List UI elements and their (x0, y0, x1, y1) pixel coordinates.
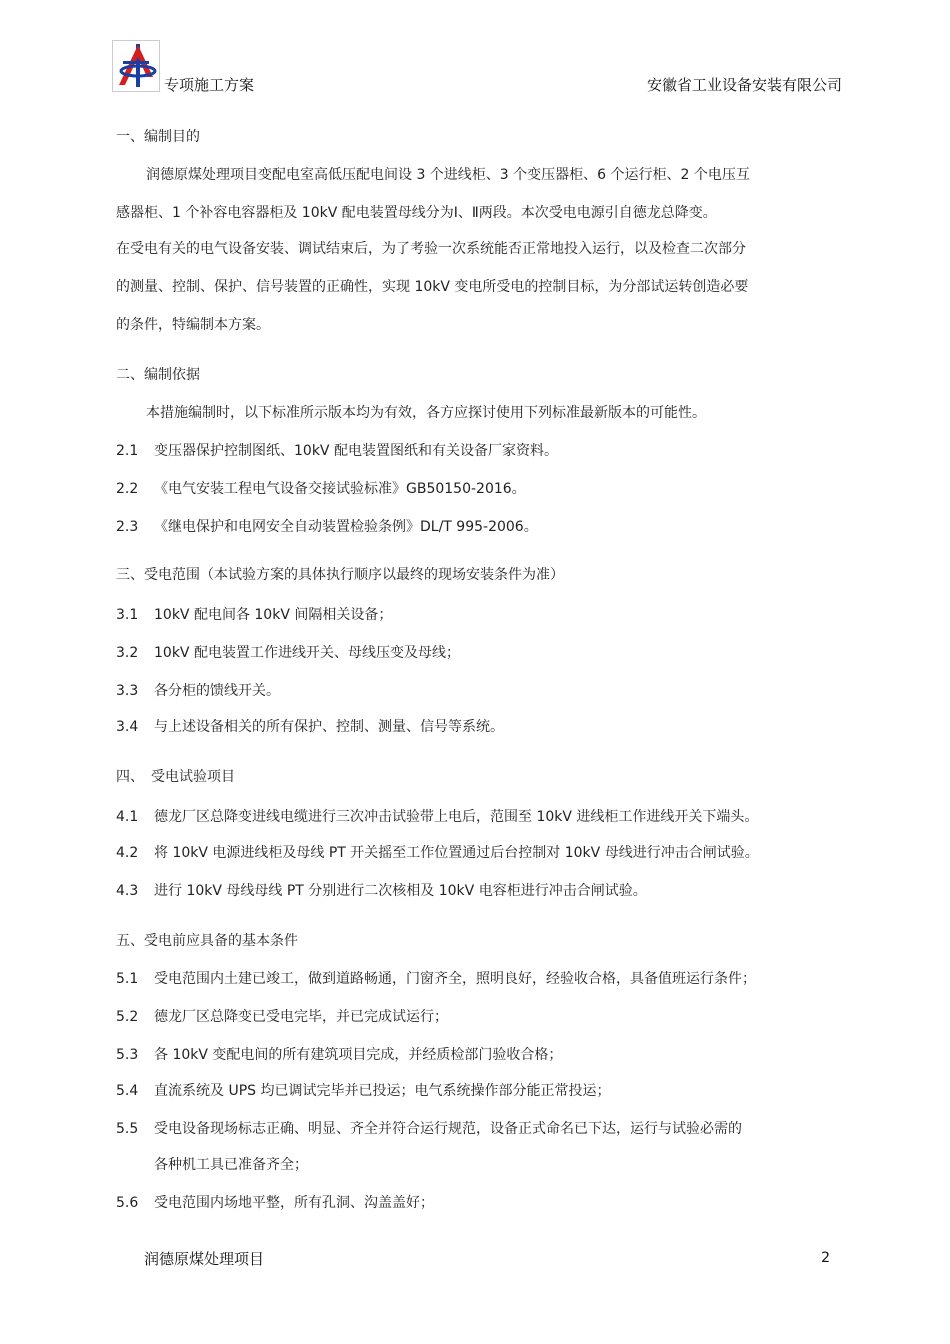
list-item: 4.2 将 10kV 电源进线柜及母线 PT 开关摇至工作位置通过后台控制对 10kV 母线进行冲击合闸试验。 (116, 845, 759, 861)
list-item: 5.2 德龙厂区总降变已受电完毕，并已完成试运行； (116, 1009, 448, 1025)
paragraph-line: 的测量、控制、保护、信号装置的正确性，实现 10kV 变电所受电的控制目标，为分部试运转创造必要 (116, 279, 749, 295)
list-item: 5.1 受电范围内土建已竣工，做到道路畅通，门窗齐全，照明良好，经验收合格，具备值班运行条件； (116, 971, 756, 987)
paragraph-line: 感器柜、1 个补容电容器柜及 10kV 配电装置母线分为Ⅰ、Ⅱ两段。本次受电电源引自德龙总降变。 (116, 205, 717, 221)
paragraph-line: 润德原煤处理项目变配电室高低压配电间设 3 个进线柜、3 个变压器柜、6 个运行柜、2 个电压互 (146, 167, 750, 183)
header-company-name: 安徽省工业设备安装有限公司 (646, 76, 842, 94)
list-item: 3.2 10kV 配电装置工作进线开关、母线压变及母线； (116, 645, 460, 661)
section-1-title: 一、编制目的 (116, 129, 200, 145)
list-item: 5.3 各 10kV 变配电间的所有建筑项目完成，并经质检部门验收合格； (116, 1047, 563, 1063)
list-item: 2.2 《电气安装工程电气设备交接试验标准》GB50150-2016。 (116, 481, 526, 497)
list-item: 5.5 受电设备现场标志正确、明显、齐全并符合运行规范，设备正式命名已下达，运行与试验必需的 (116, 1121, 742, 1137)
list-item: 4.1 德龙厂区总降变进线电缆进行三次冲击试验带上电后，范围至 10kV 进线柜工作进线开关下端头。 (116, 809, 759, 825)
page-header (112, 40, 852, 96)
list-item: 5.4 直流系统及 UPS 均已调试完毕并已投运；电气系统操作部分能正常投运； (116, 1083, 611, 1099)
header-doc-type: 专项施工方案 (164, 76, 255, 94)
section-4-title: 四、 受电试验项目 (116, 769, 235, 785)
list-item: 2.1 变压器保护控制图纸、10kV 配电装置图纸和有关设备厂家资料。 (116, 443, 558, 459)
paragraph-line: 本措施编制时，以下标准所示版本均为有效，各方应探讨使用下列标准最新版本的可能性。 (146, 405, 706, 421)
list-item: 5.6 受电范围内场地平整，所有孔洞、沟盖盖好； (116, 1195, 434, 1211)
list-item: 4.3 进行 10kV 母线母线 PT 分别进行二次核相及 10kV 电容柜进行冲击合闸试验。 (116, 883, 647, 899)
paragraph-line: 在受电有关的电气设备安装、调试结束后，为了考验一次系统能否正常地投入运行，以及检查二次部分 (116, 241, 746, 257)
paragraph-line: 的条件，特编制本方案。 (116, 317, 270, 333)
list-item: 3.1 10kV 配电间各 10kV 间隔相关设备； (116, 607, 393, 623)
company-logo (112, 40, 160, 92)
page-number: 2 (821, 1250, 830, 1266)
section-2-title: 二、编制依据 (116, 367, 200, 383)
list-item: 3.4 与上述设备相关的所有保护、控制、测量、信号等系统。 (116, 719, 504, 735)
list-item: 3.3 各分柜的馈线开关。 (116, 683, 280, 699)
section-5-title: 五、受电前应具备的基本条件 (116, 933, 298, 949)
footer-project-name: 润德原煤处理项目 (144, 1250, 265, 1268)
list-item: 2.3 《继电保护和电网安全自动装置检验条例》DL/T 995-2006。 (116, 519, 538, 535)
list-item-continuation: 各种机工具已准备齐全； (154, 1157, 308, 1173)
section-3-title: 三、受电范围（本试验方案的具体执行顺序以最终的现场安装条件为准） (116, 567, 564, 583)
